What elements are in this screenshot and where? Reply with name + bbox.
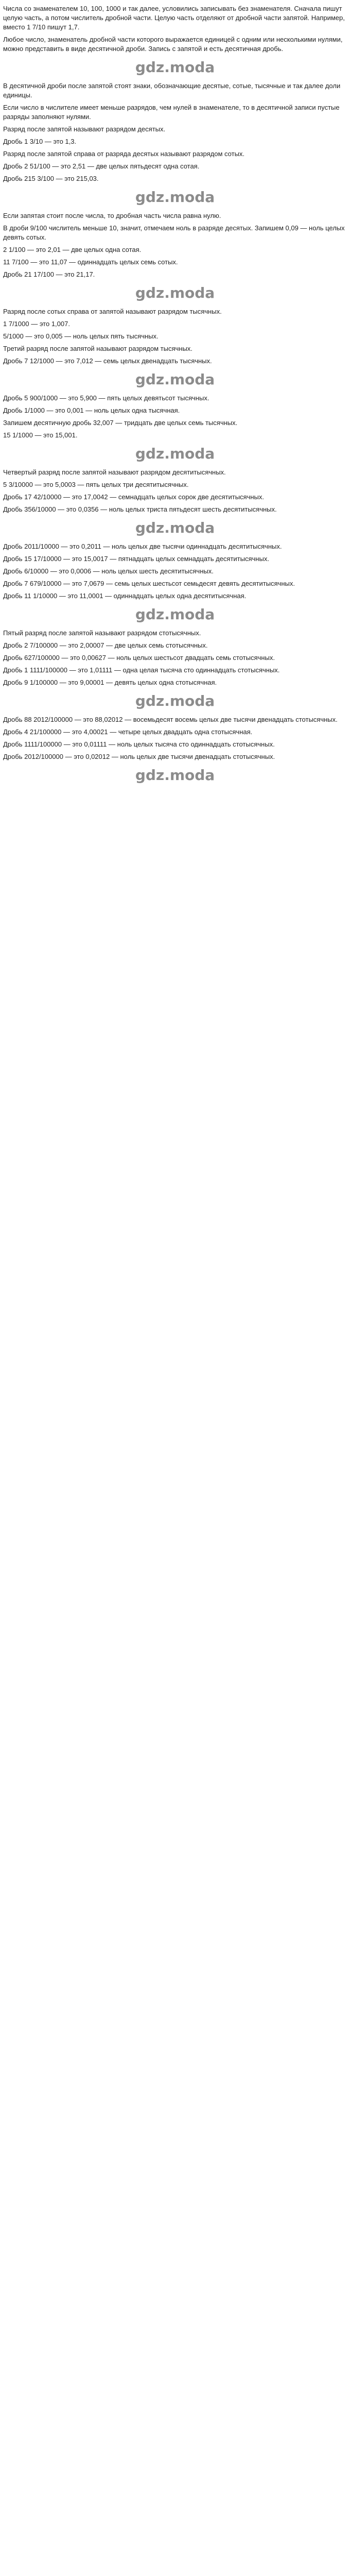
paragraph: Дробь 627/100000 — это 0,00627 — ноль целых шестьсот двадцать семь стотысячных.	[3, 654, 275, 662]
paragraph: Дробь 2012/100000 — это 0,02012 — ноль целых две тысячи двенадцать стотысячных.	[3, 753, 275, 760]
watermark: gdz.moda	[135, 189, 215, 206]
paragraph: 5/1000 — это 0,005 — ноль целых пять тысячных.	[3, 332, 159, 340]
paragraph: Любое число, знаменатель дробной части которого выражается единицей с одним или несколькими нулями, можно представить в виде десятичной дроби. Запись с запятой и есть десятичная дробь.	[3, 36, 343, 53]
paragraph: Разряд после сотых справа от запятой называют разрядом тысячных.	[3, 308, 222, 315]
paragraph: 5 3/10000 — это 5,0003 — пять целых три десятитысячных.	[3, 481, 189, 488]
watermark: gdz.moda	[135, 284, 215, 301]
paragraph: Дробь 7 679/10000 — это 7,0679 — семь целых шестьсот семьдесят девять десятитысячных.	[3, 580, 295, 587]
paragraph: Дробь 2 7/100000 — это 2,00007 — две целых семь стотысячных.	[3, 641, 208, 649]
paragraph: Третий разряд после запятой называют разрядом тысячных.	[3, 345, 192, 352]
paragraph: Разряд после запятой справа от разряда десятых называют разрядом сотых.	[3, 150, 245, 158]
paragraph: Если запятая стоит после числа, то дробная часть числа равна нулю.	[3, 212, 221, 219]
paragraph: Дробь 215 3/100 — это 215,03.	[3, 175, 99, 182]
paragraph: Запишем десятичную дробь 32,007 — тридцать две целых семь тысячных.	[3, 419, 238, 427]
paragraph: 15 1/1000 — это 15,001.	[3, 431, 78, 439]
watermark: gdz.moda	[135, 767, 215, 784]
paragraph: Дробь 1111/100000 — это 0,01111 — ноль целых тысяча сто одиннадцать стотысячных.	[3, 740, 275, 748]
paragraph: Дробь 15 17/10000 — это 15,0017 — пятнадцать целых семнадцать десятитысячных.	[3, 555, 269, 563]
paragraph: 11 7/100 — это 11,07 — одиннадцать целых семь сотых.	[3, 258, 178, 266]
paragraph: В дроби 9/100 числитель меньше 10, значит, отмечаем ноль в разряде десятых. Запишем 0,09 — ноль целых девять сотых.	[3, 224, 345, 241]
paragraph: Дробь 88 2012/100000 — это 88,02012 — восемьдесят восемь целых две тысячи двенадцать стотысячных.	[3, 716, 338, 723]
paragraph: Пятый разряд после запятой называют разрядом стотысячных.	[3, 629, 201, 637]
watermark: gdz.moda	[135, 519, 215, 536]
paragraph: Дробь 356/10000 — это 0,0356 — ноль целых триста пятьдесят шесть десятитысячных.	[3, 505, 277, 513]
watermark: gdz.moda	[135, 371, 215, 388]
watermark: gdz.moda	[135, 606, 215, 623]
watermark: gdz.moda	[135, 445, 215, 462]
paragraph: Четвертый разряд после запятой называют разрядом десятитысячных.	[3, 468, 226, 476]
paragraph: Дробь 17 42/10000 — это 17,0042 — семнадцать целых сорок две десятитысячных.	[3, 493, 264, 501]
paragraph: Дробь 1 1111/100000 — это 1,01111 — одна целая тысяча сто одиннадцать стотысячных.	[3, 666, 280, 674]
paragraph: Дробь 4 21/100000 — это 4,00021 — четыре целых двадцать одна стотысячная.	[3, 728, 253, 736]
paragraph: Разряд после запятой называют разрядом десятых.	[3, 125, 166, 133]
paragraph: Дробь 11 1/10000 — это 11,0001 — одиннадцать целых одна десятитысячная.	[3, 592, 247, 600]
paragraph: Дробь 1/1000 — это 0,001 — ноль целых одна тысячная.	[3, 406, 180, 414]
paragraph: 1 7/1000 — это 1,007.	[3, 320, 70, 328]
paragraph: В десятичной дроби после запятой стоят знаки, обозначающие десятые, сотые, тысячные и так далее доли единицы.	[3, 82, 341, 99]
paragraph: Дробь 6/10000 — это 0,0006 — ноль целых шесть десятитысячных.	[3, 567, 214, 575]
watermark: gdz.moda	[135, 692, 215, 709]
paragraph: Дробь 21 17/100 — это 21,17.	[3, 270, 95, 278]
paragraph: Дробь 9 1/100000 — это 9,00001 — девять целых одна стотысячная.	[3, 679, 217, 686]
watermark: gdz.moda	[135, 59, 215, 76]
paragraph: Дробь 2 51/100 — это 2,51 — две целых пятьдесят одна сотая.	[3, 162, 200, 170]
paragraph: Числа со знаменателем 10, 100, 1000 и так далее, условились записывать без знаменателя. Сначала пишут целую часть, а потом числитель дробной части. Целую часть отделяют от дробной части запятой. Например, вместо 1 7/10 пишут 1,7.	[3, 5, 345, 31]
paragraph: Дробь 2011/10000 — это 0,2011 — ноль целых две тысячи одиннадцать десятитысячных.	[3, 543, 282, 550]
paragraph: Дробь 5 900/1000 — это 5,900 — пять целых девятьсот тысячных.	[3, 394, 209, 402]
paragraph: Дробь 1 3/10 — это 1,3.	[3, 138, 77, 145]
paragraph: 2 1/100 — это 2,01 — две целых одна сотая.	[3, 246, 142, 253]
paragraph: Если число в числителе имеет меньше разрядов, чем нулей в знаменателе, то в десятичной записи пустые разряды заполняют нулями.	[3, 104, 340, 121]
paragraph: Дробь 7 12/1000 — это 7,012 — семь целых двенадцать тысячных.	[3, 357, 212, 365]
